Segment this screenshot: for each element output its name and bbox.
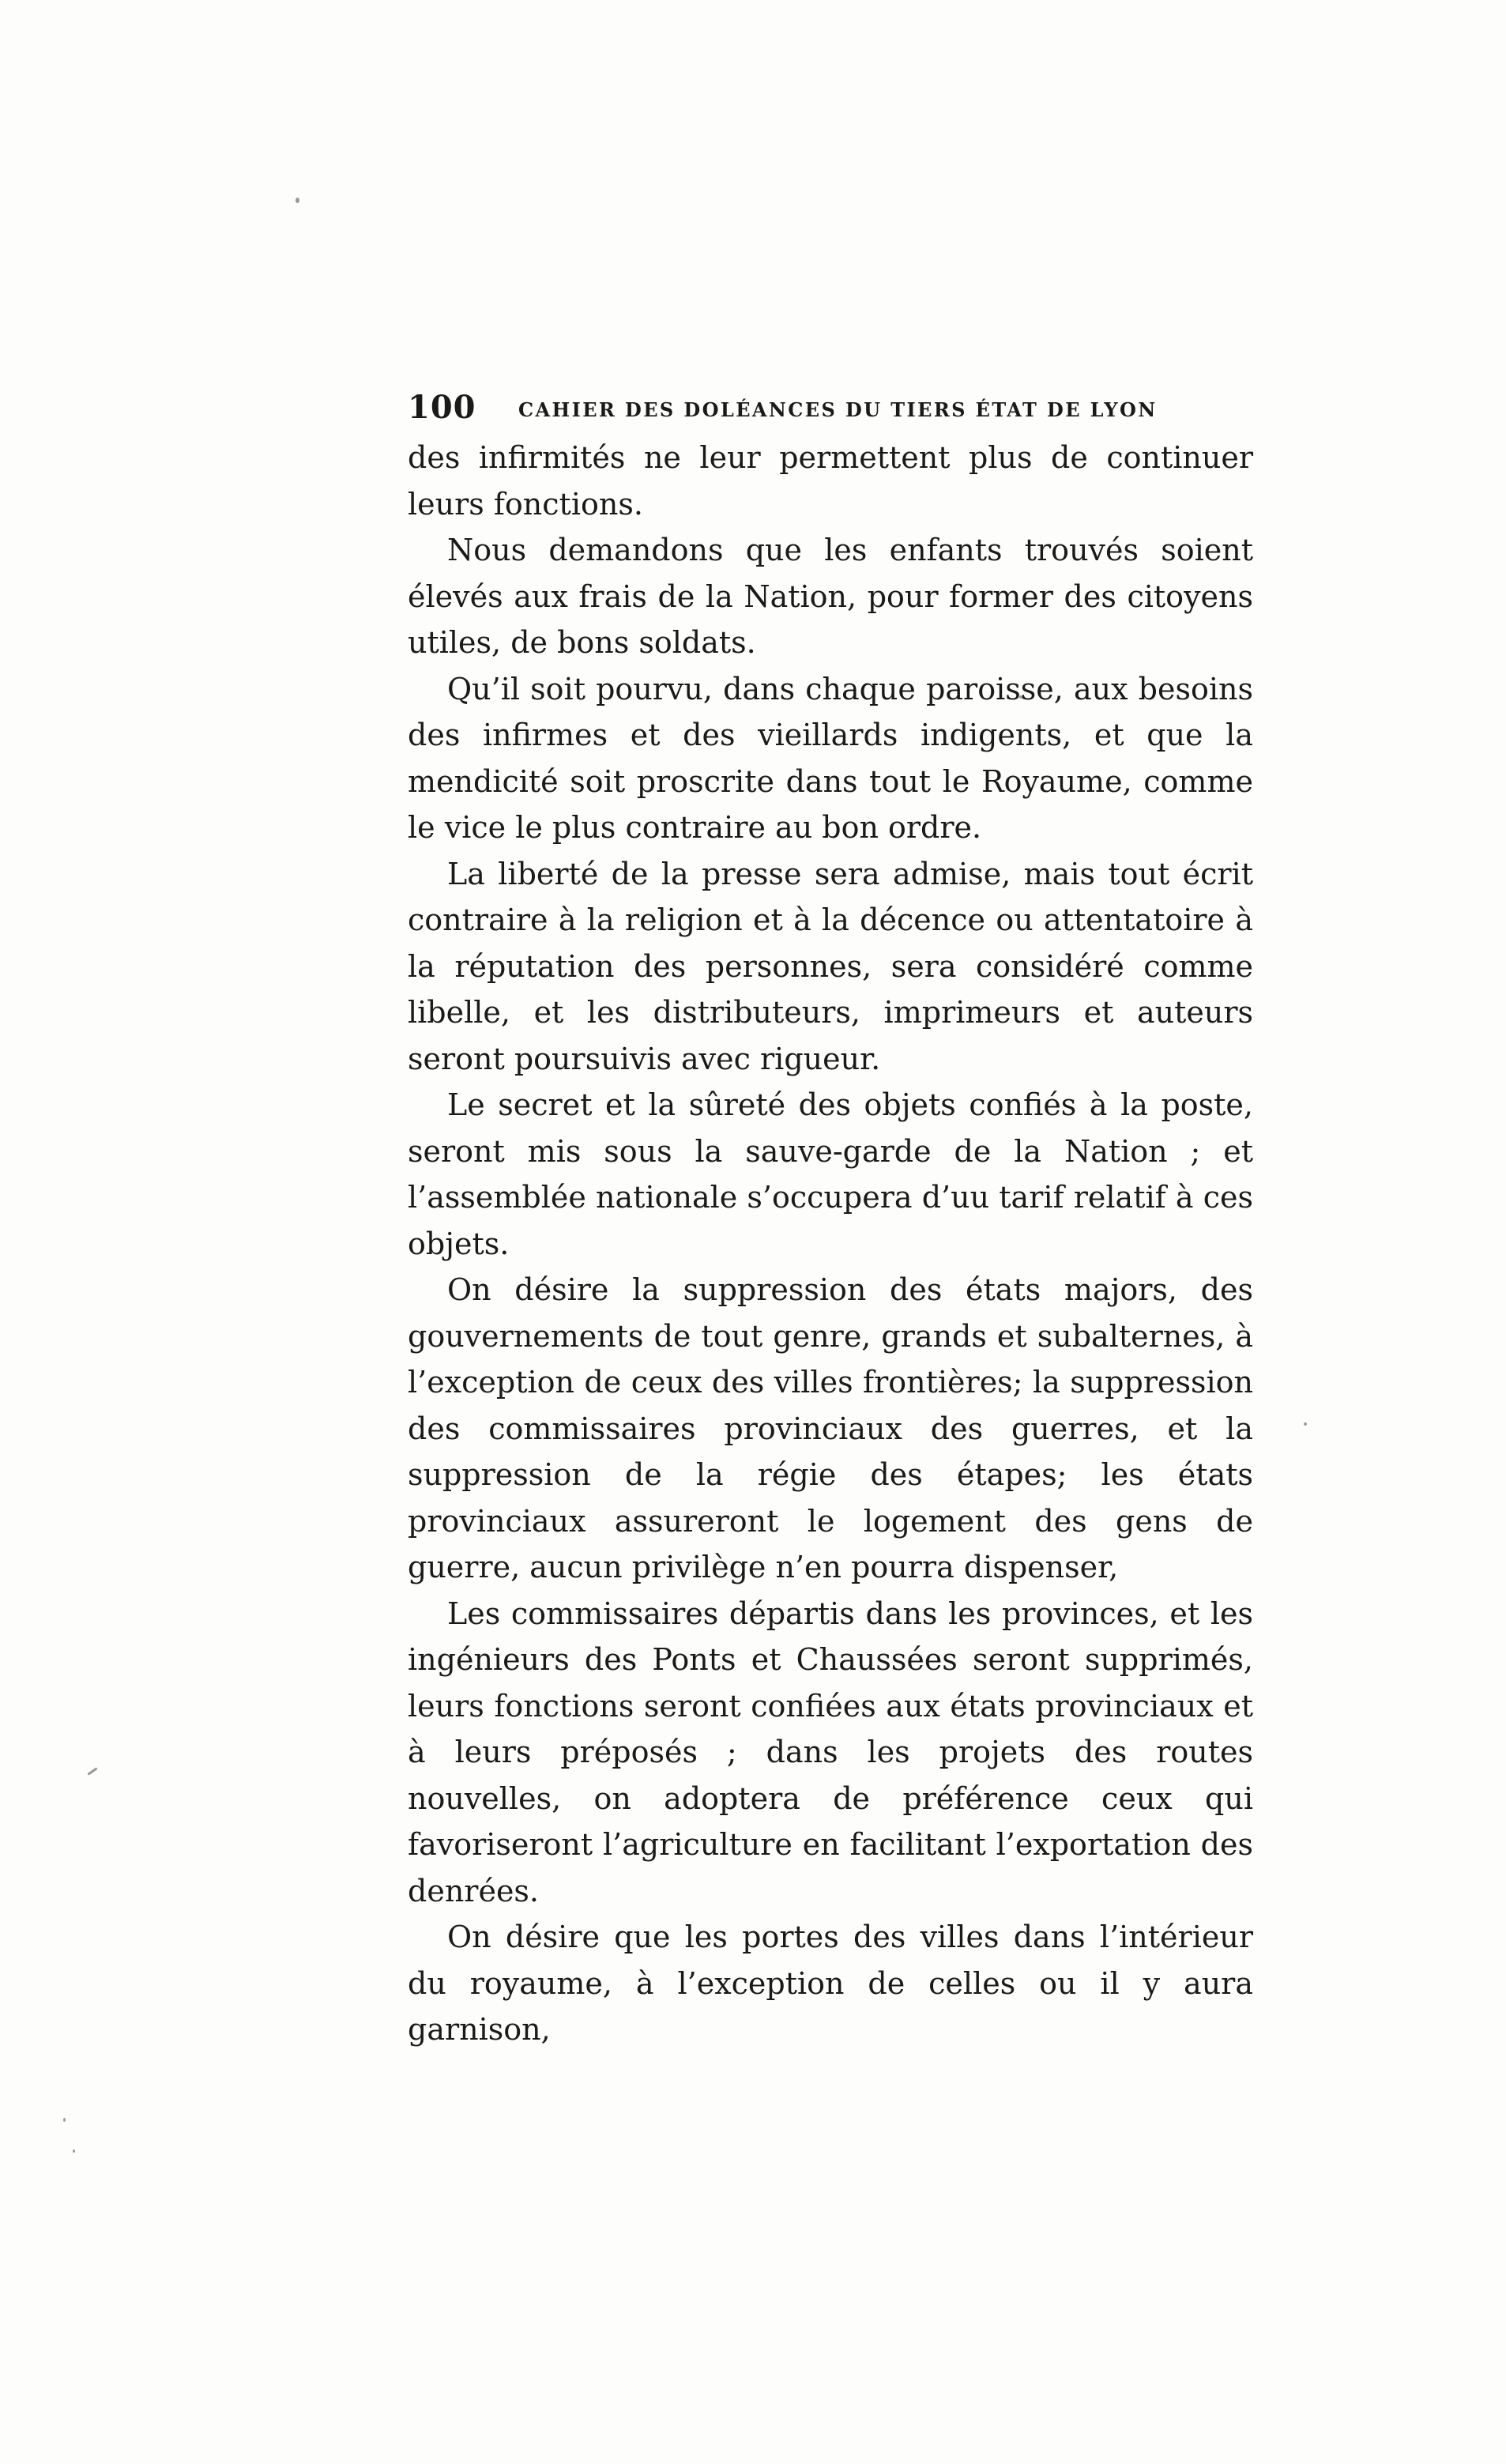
paragraph: Nous demandons que les enfants trouvés soient élevés aux frais de la Nation, pour former des citoyens utiles, de bons soldats. bbox=[408, 533, 1253, 660]
running-head bbox=[408, 384, 1253, 435]
paragraph: Le secret et la sûreté des objets confiés à la poste, seront mis sous la sauve-garde de la Nation ; et l’assemblée nationale s’occupera d’uu tarif relatif à ces objets. bbox=[408, 1087, 1253, 1261]
text-block bbox=[408, 384, 1253, 2053]
paragraph-continuation: des infirmités ne leur permettent plus de continuer leurs fonctions. bbox=[408, 440, 1253, 522]
paragraph: Qu’il soit pourvu, dans chaque paroisse, aux besoins des infirmes et des vieillards indigents, et que la mendicité soit proscrite dans tout le Royaume, comme le vice le plus contraire au bon ordre. bbox=[408, 671, 1253, 845]
print-speck bbox=[63, 2118, 66, 2122]
paragraph: Les commissaires départis dans les provinces, et les ingénieurs des Ponts et Chaussées seront supprimés, leurs fonctions seront confiées aux états provinciaux et à leurs préposés ; dans les projets des routes nouvelles, on adoptera de préférence ceux qui favoriseront l’agriculture en facilitant l’exportation des denrées. bbox=[408, 1596, 1253, 1908]
print-speck bbox=[1304, 1422, 1307, 1426]
paragraph: On désire la suppression des états majors, des gouvernements de tout genre, grands et subalternes, à l’exception de ceux des villes frontières; la suppression des commissaires provinciaux des guerres, et la suppression de la régie des étapes; les états provinciaux assureront le logement des gens de guerre, aucun privilège n’en pourra dispenser, bbox=[408, 1272, 1253, 1584]
running-title: CAHIER DES DOLÉANCES DU TIERS ÉTAT DE LYON bbox=[518, 398, 1158, 421]
paragraph: On désire que les portes des villes dans l’intérieur du royaume, à l’exception de celles ou il y aura garnison, bbox=[408, 1920, 1253, 2047]
print-speck bbox=[73, 2149, 75, 2153]
print-speck bbox=[296, 198, 299, 203]
print-speck bbox=[87, 1767, 97, 1775]
page-number: 100 bbox=[408, 389, 476, 426]
paragraph: La liberté de la presse sera admise, mais tout écrit contraire à la religion et à la décence ou attentatoire à la réputation des personnes, sera considéré comme libelle, et les distributeurs, imprimeurs et auteurs seront poursuivis avec rigueur. bbox=[408, 856, 1253, 1076]
